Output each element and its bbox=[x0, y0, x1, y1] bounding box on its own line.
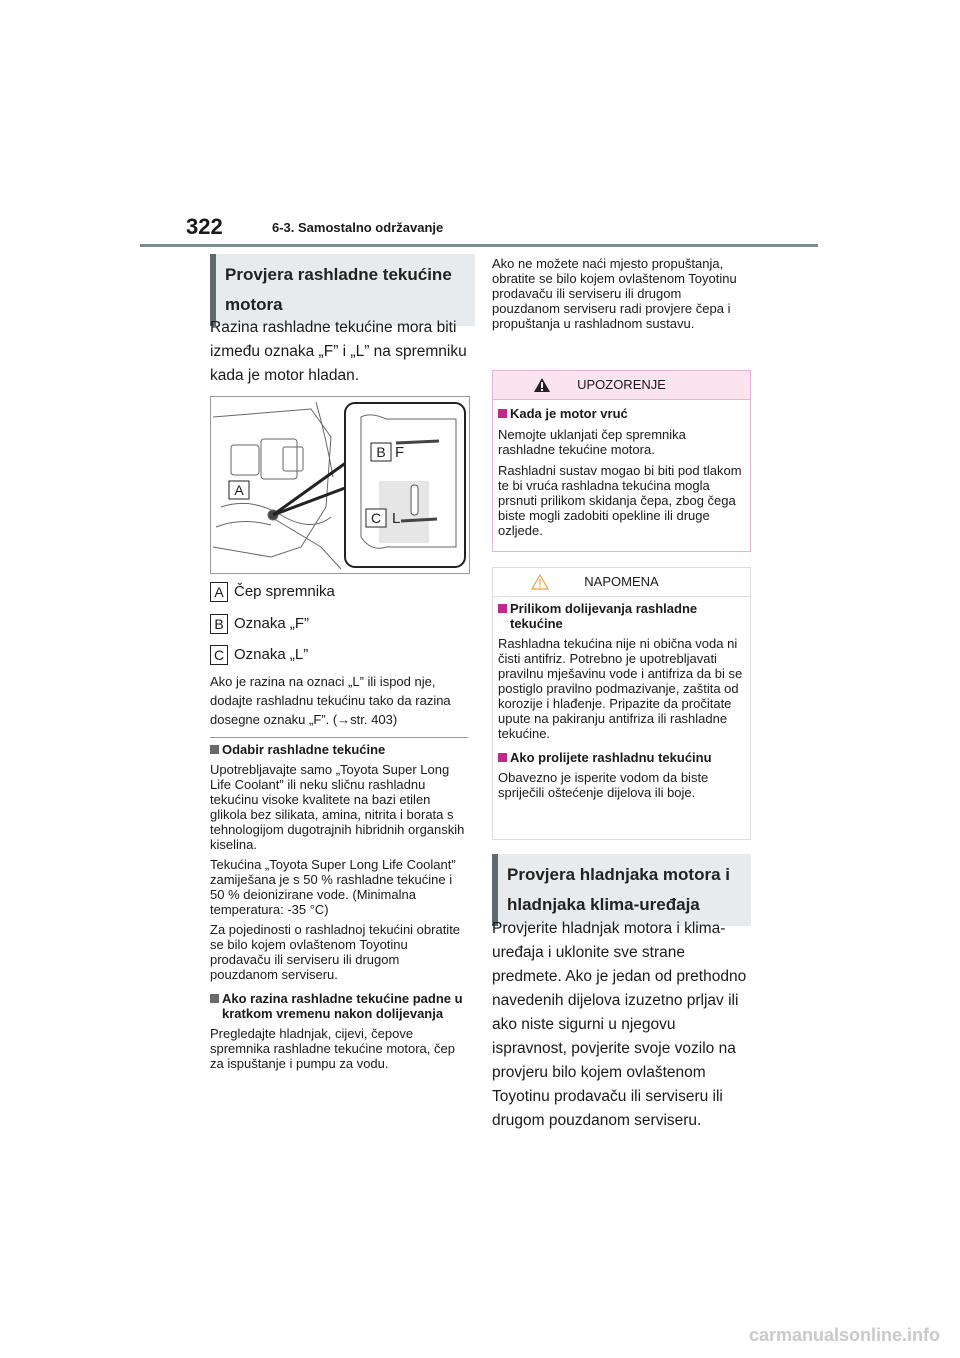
warning-text-2: Rashladni sustav mogao bi biti pod tlakom te bi vruća rashladna tekućina mogla prsnuti prilikom skidanja čepa, zbog čega biste mogli zadobiti opekline ili druge ozljede. bbox=[498, 463, 742, 538]
legend-item-a bbox=[210, 582, 335, 602]
fig-label-b: B bbox=[376, 444, 386, 460]
warning-text-1: Nemojte uklanjati čep spremnika rashladne tekućine motora. bbox=[498, 427, 686, 457]
warning-header bbox=[493, 371, 750, 400]
page-number: 322 bbox=[186, 214, 223, 239]
leak-intro: Ako ne možete naći mjesto propuštanja, obratite se bilo kojem ovlaštenom Toyotinu prodavaču ili serviseru ili drugom pouzdanom serviseru radi provjere čepa i propuštanja u rashladnom sustavu. bbox=[492, 256, 737, 331]
bullet-square bbox=[498, 753, 507, 762]
bullet-square bbox=[498, 409, 507, 418]
level-drop-title: Ako razina rashladne tekućine padne u kratkom vremenu nakon dolijevanja bbox=[222, 991, 463, 1021]
legend-text-b: Oznaka „F” bbox=[234, 615, 310, 632]
notice-item-1-title: Prilikom dolijevanja rashladne tekućine bbox=[510, 601, 698, 631]
notice-item-2-title: Ako prolijete rashladnu tekućinu bbox=[510, 750, 712, 765]
legend-badge-b: B bbox=[210, 614, 228, 634]
caution-triangle-icon bbox=[531, 574, 549, 590]
notice-item-1-text: Rashladna tekućina nije ni obična voda ni čisti antifriz. Potrebno je upotrebljavati pravilnu mješavinu vode i antifriza da bi se postiglo pravilno podmazivanje, zaštita od korozije i hlađenje. Pripazite da pročitate upute na pakiranju antifriza ili rashladne tekućine. bbox=[498, 636, 743, 741]
warning-title: UPOZORENJE bbox=[577, 377, 666, 392]
coolant-intro: Razina rashladne tekućine mora biti između oznaka „F” i „L” na spremniku kada je motor hladan. bbox=[210, 319, 467, 384]
warning-triangle-icon bbox=[533, 377, 551, 393]
coolant-selection-section bbox=[210, 742, 468, 1071]
reservoir-figure bbox=[210, 396, 470, 574]
legend-item-c bbox=[210, 645, 308, 665]
coolant-selection-text-3: Za pojedinosti o rashladnoj tekućini obratite se bilo kojem ovlaštenom Toyotinu prodavaču ili serviseru ili drugom pouzdanom serviseru. bbox=[210, 922, 461, 982]
divider bbox=[210, 737, 468, 738]
level-drop-text: Pregledajte hladnjak, cijevi, čepove spremnika rashladne tekućine motora, čep za ispuštanje i pumpu za vodu. bbox=[210, 1026, 455, 1071]
bullet-square bbox=[498, 604, 507, 613]
level-note: Ako je razina na oznaci „L” ili ispod nje, dodajte rashladnu tekućinu tako da razina dosegne oznaku „F”. (→str. 403) bbox=[210, 674, 451, 727]
bullet-square bbox=[210, 745, 219, 754]
bullet-square bbox=[210, 994, 219, 1003]
section-heading-coolant: Provjera rashladne tekućine motora bbox=[210, 254, 475, 326]
legend-badge-a: A bbox=[210, 582, 228, 602]
warning-item-title: Kada je motor vruć bbox=[510, 406, 628, 421]
notice-header bbox=[493, 568, 750, 597]
section-heading-radiator: Provjera hladnjaka motora i hladnjaka klima-uređaja bbox=[492, 854, 751, 926]
fig-label-a: A bbox=[234, 482, 244, 498]
fig-label-c: C bbox=[370, 510, 382, 526]
fig-mark-f: F bbox=[395, 444, 405, 461]
fig-mark-l: L bbox=[392, 510, 401, 527]
warning-box bbox=[492, 370, 751, 552]
coolant-selection-text-2: Tekućina „Toyota Super Long Life Coolant” zamiješana je s 50 % rashladne tekućine i 50 % deionizirane vode. (Minimalna temperatura: -35 °C) bbox=[210, 857, 456, 917]
chapter-title: 6-3. Samostalno održavanje bbox=[272, 220, 444, 235]
legend-badge-c: C bbox=[210, 645, 228, 665]
notice-title: NAPOMENA bbox=[584, 574, 659, 589]
radiator-text: Provjerite hladnjak motora i klima-uređaja i uklonite sve strane predmete. Ako je jedan od prethodno navedenih dijelova izuzetno prljav ili ako niste sigurni u njegovu ispravnost, povjerite svoje vozilo na provjeru bilo kojem ovlaštenom Toyotinu prodavaču ili serviseru ili drugom pouzdanom serviseru. bbox=[492, 920, 747, 1129]
legend-text-a: Čep spremnika bbox=[234, 583, 335, 600]
watermark: carmanualsonline.info bbox=[748, 1325, 940, 1345]
legend-text-c: Oznaka „L” bbox=[234, 646, 309, 663]
coolant-selection-title: Odabir rashladne tekućine bbox=[222, 742, 386, 757]
notice-item-2-text: Obavezno je isperite vodom da biste spriječili oštećenje dijelova ili boje. bbox=[498, 770, 709, 800]
coolant-selection-text-1: Upotrebljavajte samo „Toyota Super Long Life Coolant” ili neku sličnu rashladnu tekućinu visoke kvalitete na bazi etilen glikola bez silikata, amina, nitrita i borata s tehnologijom dugotrajnih hibridnih organskih kiselina. bbox=[210, 762, 465, 852]
legend-item-b bbox=[210, 614, 309, 634]
engine-bay-illustration bbox=[211, 397, 469, 573]
notice-box bbox=[492, 567, 751, 840]
header-rule bbox=[140, 244, 818, 247]
